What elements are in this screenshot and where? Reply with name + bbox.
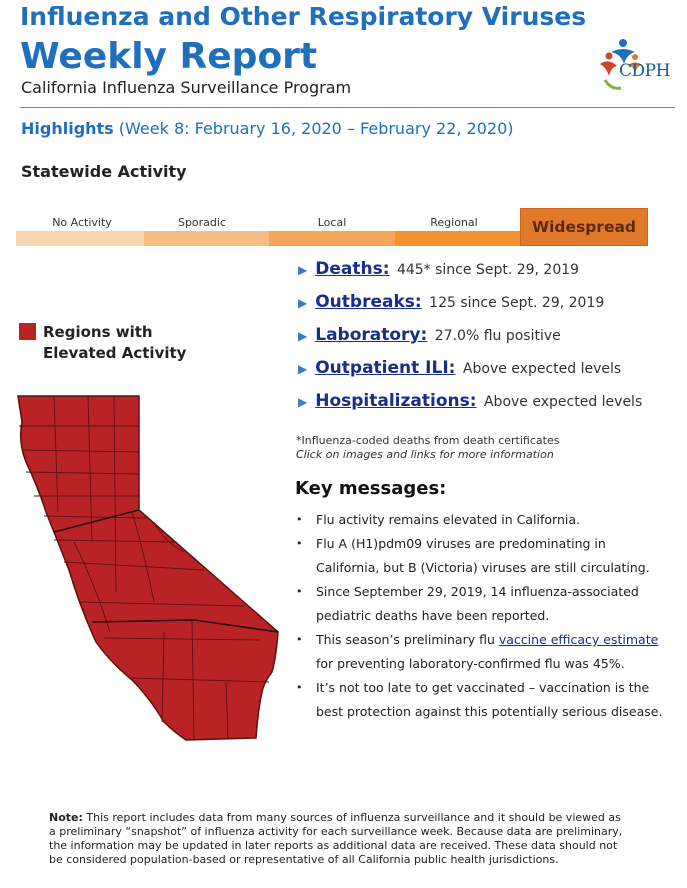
level-bar-local [269,231,395,246]
legend-line1: Regions with [43,323,153,341]
legend-swatch [19,323,36,340]
level-label-sporadic: Sporadic [177,216,227,229]
level-current-widespread: Widespread [520,208,648,246]
level-bar-no-activity [16,231,144,246]
chevron-right-icon: ▶ [298,395,308,409]
vaccine-message-end: for preventing laboratory-confirmed flu was 45%. [316,656,625,671]
chevron-right-icon: ▶ [298,296,308,310]
key-message-item: • Flu activity remains elevated in California. [296,508,666,532]
report-title-line1: Influenza and Other Respiratory Viruses [20,2,587,31]
chevron-right-icon: ▶ [298,362,308,376]
deaths-value: 445* since Sept. 29, 2019 [396,262,580,278]
click-instruction: Click on images and links for more information [296,448,554,461]
level-bar-sporadic [144,231,269,246]
laboratory-link[interactable]: Laboratory: [315,325,428,345]
california-map[interactable] [14,392,286,742]
level-bar-regional [395,231,520,246]
laboratory-value: 27.0% flu positive [434,328,561,344]
statewide-activity-heading: Statewide Activity [21,162,187,181]
key-messages-heading: Key messages: [295,478,447,499]
chevron-right-icon: ▶ [298,329,308,343]
deaths-link[interactable]: Deaths: [315,259,390,279]
vaccine-efficacy-link[interactable]: vaccine efficacy estimate [498,632,659,647]
california-state-shape [18,396,278,740]
level-label-local: Local [317,216,347,229]
stat-deaths [298,258,579,280]
highlights-week: (Week 8: February 16, 2020 – February 22, 2020) [118,119,514,138]
hospitalizations-link[interactable]: Hospitalizations: [315,391,477,411]
header-divider [20,107,675,108]
outbreaks-value: 125 since Sept. 29, 2019 [429,295,605,311]
stat-hospitalizations [298,390,642,412]
deaths-footnote: *Influenza-coded deaths from death certificates [296,434,560,447]
key-message-item [296,628,666,676]
key-message-item: • Since September 29, 2019, 14 influenza-associated pediatric deaths have been reported. [296,580,666,628]
cdph-logo[interactable] [597,36,683,96]
outpatient-ili-link[interactable]: Outpatient ILI: [315,358,456,378]
chevron-right-icon: ▶ [298,263,308,277]
level-label-no-activity: No Activity [52,216,112,229]
note-label: Note: [49,811,83,824]
legend-line2: Elevated Activity [43,344,187,362]
vaccine-message-start: This season’s preliminary flu [316,632,499,647]
highlights-label: Highlights [21,119,114,138]
note-text: This report includes data from many sources of influenza surveillance and it should be viewed as a preliminary “snapshot” of influenza activity for each surveillance week. Because data are preliminary, the information may be updated in later reports as additional data are received. These data should not be considered population-based or representative of all California public health jurisdictions. [49,811,623,866]
key-message-item: • It’s not too late to get vaccinated – vaccination is the best protection against this potentially serious disease. [296,676,666,724]
level-label-regional: Regional [430,216,478,229]
program-subtitle: California Influenza Surveillance Program [21,78,352,97]
outpatient-ili-value: Above expected levels [462,361,622,377]
stat-laboratory [298,324,561,346]
report-note [49,811,629,867]
key-messages-list [296,508,666,724]
report-title-line2: Weekly Report [20,36,318,77]
stat-outpatient-ili [298,357,621,379]
outbreaks-link[interactable]: Outbreaks: [315,292,422,312]
cdph-logo-text: CDPH [619,61,670,81]
hospitalizations-value: Above expected levels [483,394,643,410]
legend-label [43,322,186,364]
key-message-item: • Flu A (H1)pdm09 viruses are predominating in California, but B (Victoria) viruses are still circulating. [296,532,666,580]
highlights-heading [21,119,514,138]
stat-outbreaks [298,291,604,313]
